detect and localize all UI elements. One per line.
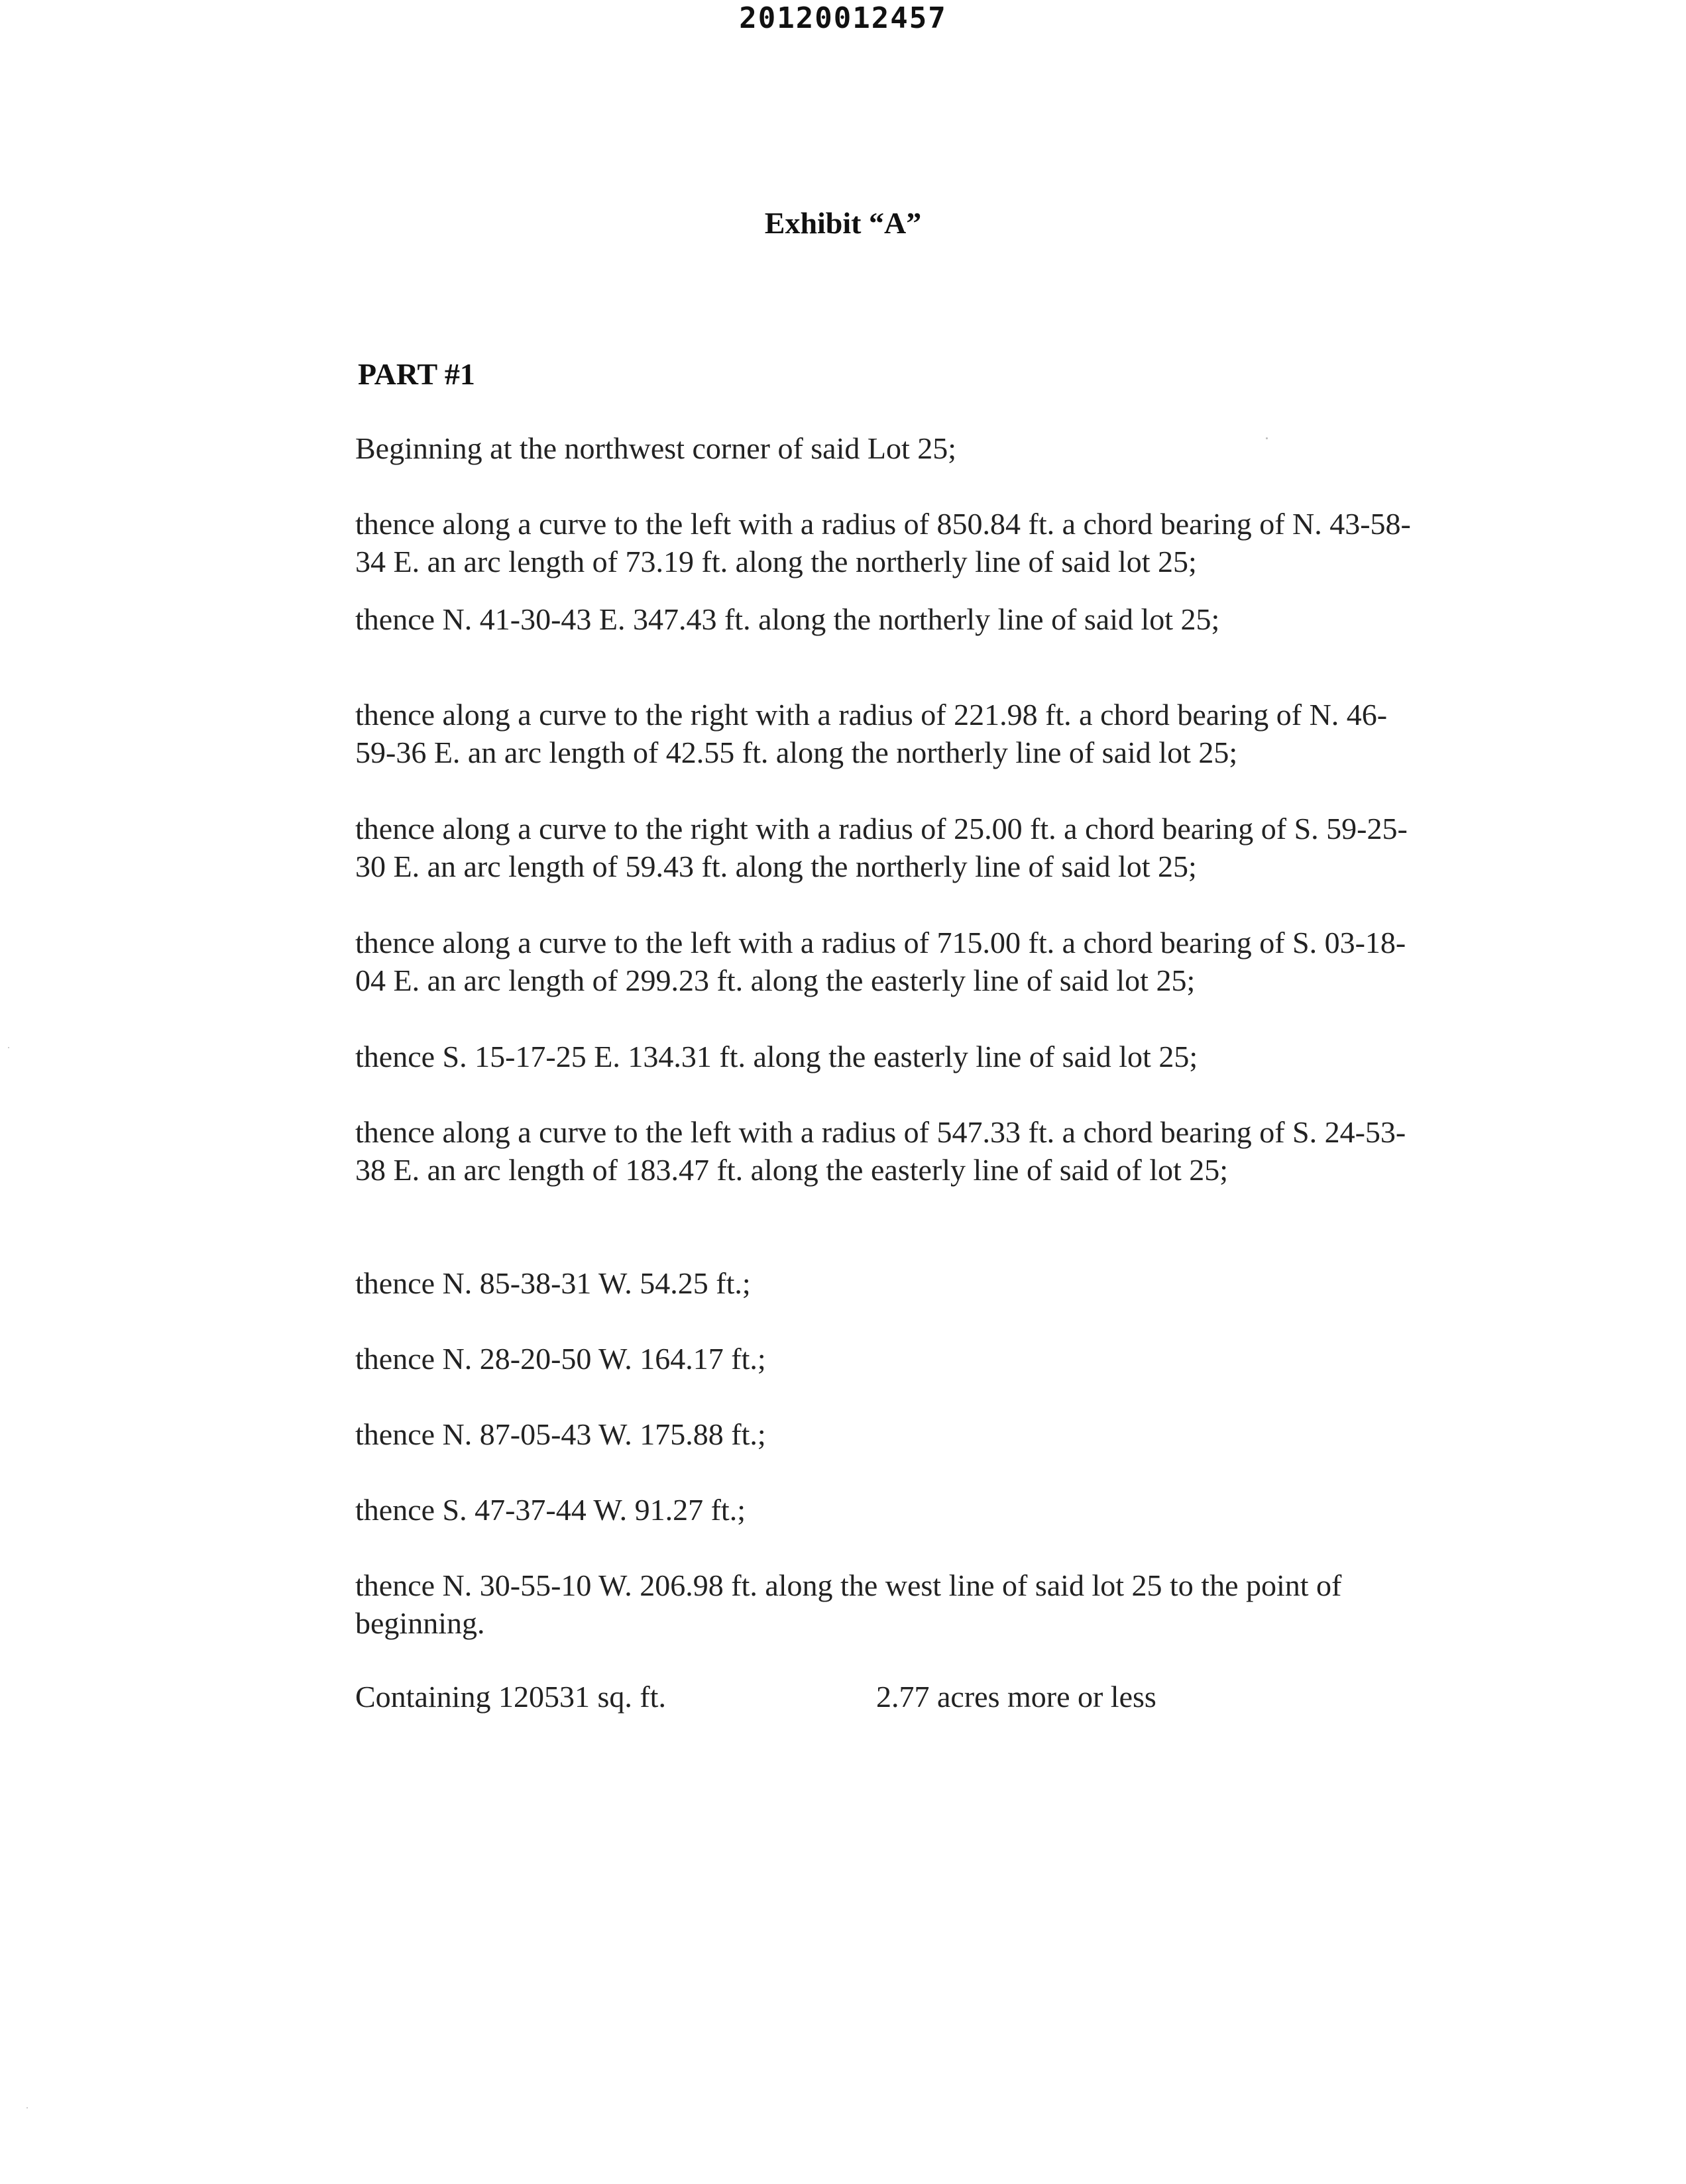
legal-description-paragraph: thence along a curve to the left with a radius of 715.00 ft. a chord bearing of S. 03-18-04 E. an arc length of 299.23 ft. along the easterly line of said lot 25; xyxy=(355,926,1406,997)
scan-speck xyxy=(8,1047,9,1048)
legal-description-paragraph: thence N. 28-20-50 W. 164.17 ft.; xyxy=(355,1342,766,1376)
legal-description-paragraph: thence N. 87-05-43 W. 175.88 ft.; xyxy=(355,1417,766,1451)
legal-description-paragraph: thence along a curve to the left with a radius of 547.33 ft. a chord bearing of S. 24-53-38 E. an arc length of 183.47 ft. along the easterly line of said of lot 25; xyxy=(355,1115,1406,1187)
legal-description-paragraph: Beginning at the northwest corner of said Lot 25; xyxy=(355,431,957,465)
part-heading: PART #1 xyxy=(358,357,475,391)
scan-speck xyxy=(27,2107,28,2108)
legal-description-paragraph: thence N. 30-55-10 W. 206.98 ft. along the west line of said lot 25 to the point of beginning. xyxy=(355,1568,1342,1640)
scan-speck xyxy=(1266,437,1268,439)
legal-description-paragraph: thence along a curve to the right with a radius of 221.98 ft. a chord bearing of N. 46-59-36 E. an arc length of 42.55 ft. along the northerly line of said lot 25; xyxy=(355,698,1388,769)
recording-number: 20120012457 xyxy=(739,1,947,35)
legal-description-paragraph: thence S. 15-17-25 E. 134.31 ft. along the easterly line of said lot 25; xyxy=(355,1040,1198,1073)
legal-description-paragraph: thence along a curve to the left with a radius of 850.84 ft. a chord bearing of N. 43-58-34 E. an arc length of 73.19 ft. along the northerly line of said lot 25; xyxy=(355,507,1411,578)
area-square-feet: Containing 120531 sq. ft. xyxy=(355,1680,666,1714)
exhibit-title: Exhibit “A” xyxy=(764,206,922,240)
area-acres: 2.77 acres more or less xyxy=(876,1680,1156,1714)
legal-description-paragraph: thence along a curve to the right with a radius of 25.00 ft. a chord bearing of S. 59-25-30 E. an arc length of 59.43 ft. along the northerly line of said lot 25; xyxy=(355,812,1408,883)
legal-description-paragraph: thence N. 41-30-43 E. 347.43 ft. along the northerly line of said lot 25; xyxy=(355,602,1220,636)
legal-description-paragraph: thence S. 47-37-44 W. 91.27 ft.; xyxy=(355,1493,746,1527)
legal-description-paragraph: thence N. 85-38-31 W. 54.25 ft.; xyxy=(355,1266,751,1300)
